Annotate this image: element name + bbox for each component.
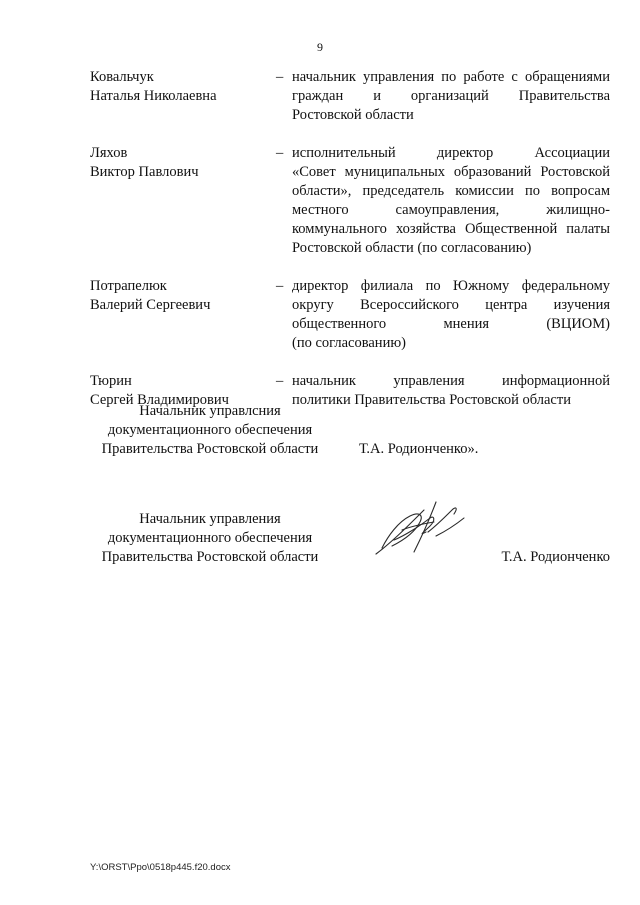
role-line: исполнительный директор Ассоциации — [292, 145, 610, 161]
signatory-title-line: Правительства Ростовской области — [101, 549, 319, 565]
signatory-title-line: Начальник управления — [139, 511, 281, 527]
role-line: округу Всероссийского центра изучения — [292, 297, 610, 313]
member-name — [90, 144, 276, 258]
role-line: области», председатель комиссии по вопросам — [292, 183, 610, 199]
member-given-names: Сергей Владимирович — [90, 392, 229, 408]
member-name — [90, 68, 276, 125]
dash: – — [276, 145, 284, 161]
signatory-title-line: Начальник управлсния — [139, 403, 281, 419]
role-line: местного самоуправления, жилищно- — [292, 202, 610, 218]
role-line: Ростовской области — [292, 107, 414, 123]
list-item — [90, 277, 610, 353]
role-line: начальник управления информационной — [292, 373, 610, 389]
members-list — [90, 68, 610, 429]
member-given-names: Виктор Павлович — [90, 164, 199, 180]
role-line: «Совет муниципальных образований Ростовской — [292, 164, 610, 180]
member-role — [292, 277, 610, 353]
signatory-title-line: документационного обеспечения — [107, 422, 313, 438]
signature-block-1 — [90, 402, 610, 459]
signature-block-2 — [90, 510, 610, 567]
list-item — [90, 144, 610, 258]
member-surname: Ляхов — [90, 145, 128, 161]
signatory-title-line: документационного обеспечения — [107, 530, 313, 546]
list-item — [90, 68, 610, 125]
member-given-names: Валерий Сергеевич — [90, 297, 211, 313]
member-role — [292, 144, 610, 258]
dash: – — [276, 373, 284, 389]
role-line: начальник управления по работе с обращениями — [292, 69, 610, 85]
signatory-name: Т.А. Родионченко». — [359, 441, 479, 457]
role-line: общественного мнения (ВЦИОМ) — [292, 316, 610, 332]
signatory-title-line: Правительства Ростовской области — [101, 441, 319, 457]
role-line: политики Правительства Ростовской области — [292, 392, 571, 408]
member-given-names: Наталья Николаевна — [90, 88, 217, 104]
role-line: директор филиала по Южному федеральному — [292, 278, 610, 294]
role-line: (по согласованию) — [292, 335, 406, 351]
handwritten-signature — [374, 496, 466, 558]
member-surname: Тюрин — [90, 373, 132, 389]
signatory-title — [90, 402, 330, 459]
role-line: коммунального хозяйства Общественной палаты — [292, 221, 610, 237]
signatory-name: Т.А. Родионченко — [501, 549, 610, 565]
member-name — [90, 277, 276, 353]
role-line: Ростовской области (по согласованию) — [292, 240, 532, 256]
member-surname: Ковальчук — [90, 69, 154, 85]
page-number: 9 — [317, 40, 323, 54]
dash: – — [276, 69, 284, 85]
member-surname: Потрапелюк — [90, 278, 167, 294]
footer-file-path: Y:\ORST\Ppo\0518p445.f20.docx — [90, 862, 231, 873]
signatory-title — [90, 510, 330, 567]
role-line: граждан и организаций Правительства — [292, 88, 610, 104]
dash: – — [276, 278, 284, 294]
member-role — [292, 68, 610, 125]
